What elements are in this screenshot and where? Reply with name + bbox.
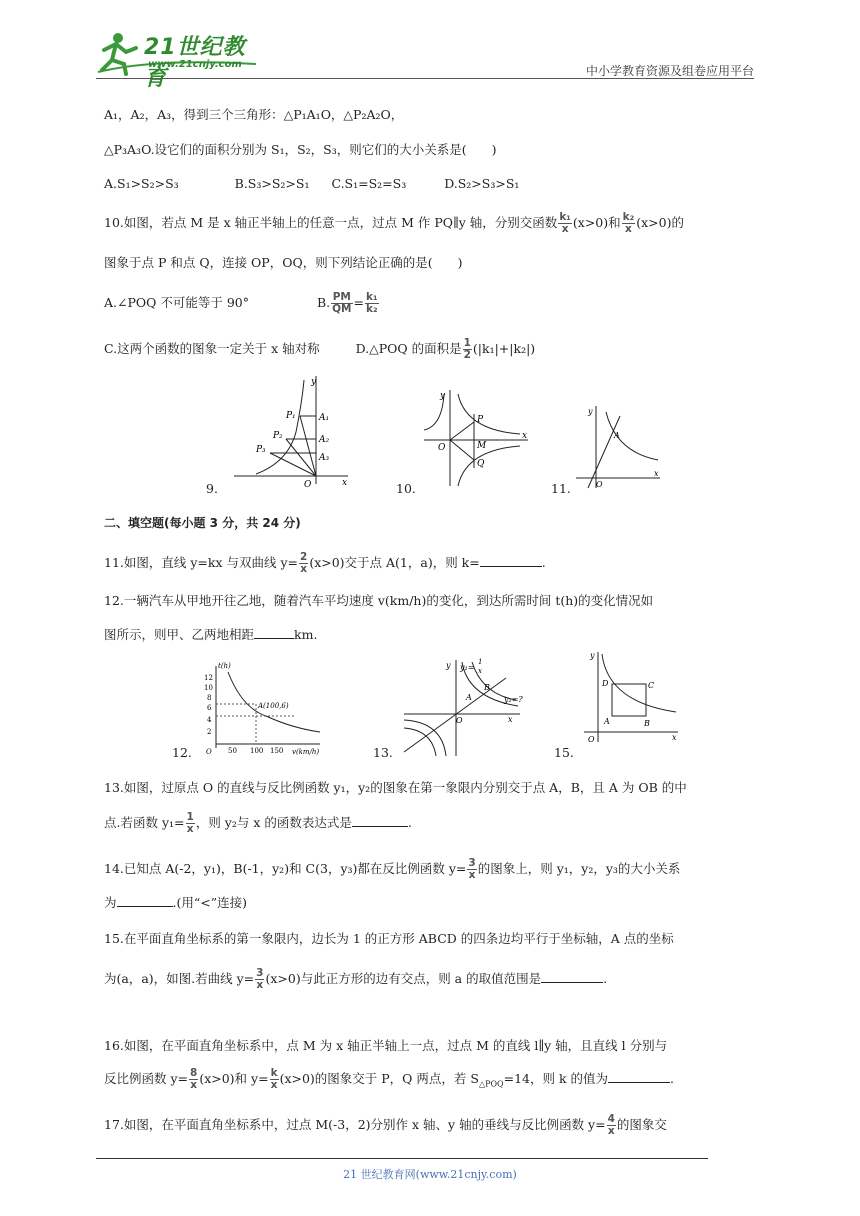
svg-text:P₃: P₃ xyxy=(256,445,266,455)
figure-13-label: 13. xyxy=(373,745,393,760)
svg-text:B: B xyxy=(484,683,490,692)
answer-blank xyxy=(608,1070,670,1083)
logo-url: www.21cnjy.com xyxy=(148,59,242,70)
figure-11-label: 11. xyxy=(551,481,571,496)
section-title: 二、填空题(每小题 3 分，共 24 分) xyxy=(104,516,301,530)
figure-15-label: 15. xyxy=(554,745,574,760)
svg-text:10: 10 xyxy=(204,684,213,692)
svg-text:x: x xyxy=(342,478,348,488)
figure-15 xyxy=(580,648,684,748)
svg-text:O: O xyxy=(588,735,595,744)
svg-text:A(100,6): A(100,6) xyxy=(258,702,289,710)
q16-line2: 反比例函数 y= $\frac{8}{x}$ (x>0)和 y= $\frac{k}{x}$ (x>0)的图象交于 P，Q 两点，若 $S_{\triangle POQ}=14$，则 k 的值为 . xyxy=(104,1067,674,1091)
q15-line1: 15.在平面直角坐标系的第一象限内，边长为 1 的正方形 ABCD 的四条边均平行于坐标轴，A 点的坐标 xyxy=(104,931,674,946)
svg-text:B: B xyxy=(644,719,650,728)
answer-blank xyxy=(480,554,542,567)
svg-text:A: A xyxy=(614,431,620,440)
figure-11 xyxy=(574,402,664,490)
q15-line2: 为(a，a)，如图.若曲线 y= $\frac{3}{x}$ (x>0)与此正方形的边有交点，则 a 的取值范围是 . xyxy=(104,967,608,991)
q9-options xyxy=(104,175,519,193)
svg-text:C: C xyxy=(648,681,655,690)
svg-text:y: y xyxy=(440,391,446,401)
figure-10-label: 10. xyxy=(396,481,416,496)
svg-text:150: 150 xyxy=(270,747,284,755)
q9-option-c: C.S₁=S₂=S₃ xyxy=(331,176,407,191)
q10-line1: 10.如图，若点 M 是 x 轴正半轴上的任意一点，过点 M 作 PQ∥y 轴，分别交函数 $\frac{\text{k₁}}{x}$ (x>0)和 $\frac{\text{k₂}}{x}$ (x>0)的 xyxy=(104,211,684,235)
answer-blank xyxy=(541,970,603,983)
svg-text:x: x xyxy=(654,469,659,478)
q10-options-cd xyxy=(104,338,535,361)
svg-text:x: x xyxy=(522,431,528,441)
svg-text:A: A xyxy=(604,717,610,726)
svg-text:A: A xyxy=(466,693,472,702)
q9-option-d: D.S₂>S₃>S₁ xyxy=(444,176,520,191)
q11: 11.如图，直线 y=kx 与双曲线 y= $\frac{2}{x}$ (x>0)交于点 A(1，a)，则 k= . xyxy=(104,551,546,575)
svg-text:P: P xyxy=(477,415,484,425)
fraction-k2-over-x: $\frac{\text{k₂}}{x}$ xyxy=(622,211,635,235)
q13-line2: 点.若函数 y₁= $\frac{1}{x}$ ，则 y₂与 x 的函数表达式是 . xyxy=(104,811,412,835)
q12-line1: 12.一辆汽车从甲地开往乙地，随着汽车平均速度 v(km/h)的变化，到达所需时间 t(h)的变化情况如 xyxy=(104,593,654,608)
q14-line2: 为 .(用“<”连接) xyxy=(104,895,247,910)
svg-text:x: x xyxy=(672,733,677,742)
q9-line1: A₁，A₂，A₃，得到三个三角形：△P₁A₁O，△P₂A₂O， xyxy=(104,107,404,122)
footer-link[interactable]: 21 世纪教育网(www.21cnjy.com) xyxy=(343,1168,517,1181)
answer-blank xyxy=(117,894,173,907)
svg-text:M: M xyxy=(477,441,487,451)
svg-text:D: D xyxy=(602,679,609,688)
svg-text:O: O xyxy=(206,748,212,756)
svg-text:12: 12 xyxy=(204,674,213,682)
svg-text:O: O xyxy=(304,480,312,490)
svg-text:y: y xyxy=(446,661,451,670)
svg-text:50: 50 xyxy=(228,747,237,755)
svg-text:1: 1 xyxy=(478,658,483,666)
figure-9-label: 9. xyxy=(206,481,218,496)
svg-text:t(h): t(h) xyxy=(218,662,231,670)
svg-text:y: y xyxy=(311,377,317,387)
svg-text:A₂: A₂ xyxy=(319,435,330,445)
header-rule xyxy=(96,78,754,79)
figure-12 xyxy=(196,660,336,760)
q9-line2: △P₃A₃O.设它们的面积分别为 S₁，S₂，S₃，则它们的大小关系是( ) xyxy=(104,142,497,157)
svg-text:O: O xyxy=(596,480,603,489)
figure-9 xyxy=(228,372,353,490)
svg-text:2: 2 xyxy=(207,728,212,736)
svg-text:Q: Q xyxy=(477,459,485,469)
logo-title: 21世纪教育 xyxy=(144,35,246,91)
figure-10 xyxy=(420,386,532,490)
q13-line1: 13.如图，过原点 O 的直线与反比例函数 y₁，y₂的图象在第一象限内分别交于点 A，B，且 A 为 OB 的中 xyxy=(104,780,687,795)
svg-text:y: y xyxy=(590,651,595,660)
svg-text:A₃: A₃ xyxy=(319,453,330,463)
answer-blank xyxy=(254,626,294,639)
svg-text:x: x xyxy=(478,667,482,675)
q10-options-ab xyxy=(104,292,380,315)
q9-option-b: B.S₃>S₂>S₁ xyxy=(234,176,310,191)
answer-blank xyxy=(352,814,408,827)
svg-text:8: 8 xyxy=(207,694,212,702)
svg-text:x: x xyxy=(508,715,513,724)
footer-rule xyxy=(96,1158,708,1159)
fraction-k1-over-x: $\frac{\text{k₁}}{x}$ xyxy=(559,211,571,235)
svg-text:y: y xyxy=(588,407,593,416)
q14-line1: 14.已知点 A(-2，y₁)，B(-1，y₂)和 C(3，y₃)都在反比例函数 y= $\frac{3}{x}$ 的图象上，则 y₁，y₂，y₃的大小关系 xyxy=(104,857,681,881)
q10-option-a: A.∠POQ 不可能等于 90° xyxy=(104,295,249,310)
svg-text:P₂: P₂ xyxy=(273,431,283,441)
svg-text:100: 100 xyxy=(250,747,264,755)
q12-line2: 图所示，则甲、乙两地相距 km. xyxy=(104,627,318,642)
q10-line2: 图象于点 P 和点 Q，连接 OP，OQ，则下列结论正确的是( ) xyxy=(104,255,463,270)
svg-text:4: 4 xyxy=(207,716,212,724)
svg-text:6: 6 xyxy=(207,704,212,712)
svg-text:y₁=: y₁= xyxy=(460,663,475,672)
q10-option-c: C.这两个函数的图象一定关于 x 轴对称 xyxy=(104,341,320,356)
figure-12-label: 12. xyxy=(172,745,192,760)
svg-text:P₁: P₁ xyxy=(286,411,296,421)
svg-text:O: O xyxy=(456,716,463,725)
q16-line1: 16.如图，在平面直角坐标系中，点 M 为 x 轴正半轴上一点，过点 M 的直线 l∥y 轴，且直线 l 分别与 xyxy=(104,1038,668,1053)
q10-option-d: D.△POQ 的面积是 $\frac{1}{2}$ (|k₁|+|k₂|) xyxy=(355,337,536,361)
q10-option-b: B. $\frac{PM}{QM}$ = $\frac{\text{k₁}}{\text{k₂}}$ xyxy=(316,291,378,315)
header-logo xyxy=(96,28,261,91)
platform-name: 中小学教育资源及组卷应用平台 xyxy=(585,64,754,78)
svg-text:v(km/h): v(km/h) xyxy=(292,748,320,756)
figure-13 xyxy=(402,656,532,760)
svg-text:A₁: A₁ xyxy=(319,413,330,423)
q17-line1: 17.如图，在平面直角坐标系中，过点 M(-3，2)分别作 x 轴、y 轴的垂线与反比例函数 y= $\frac{4}{x}$ 的图象交 xyxy=(104,1113,667,1137)
svg-text:O: O xyxy=(438,443,446,453)
svg-text:y₂=?: y₂=? xyxy=(504,695,523,704)
q9-option-a: A.S₁>S₂>S₃ xyxy=(104,176,179,191)
